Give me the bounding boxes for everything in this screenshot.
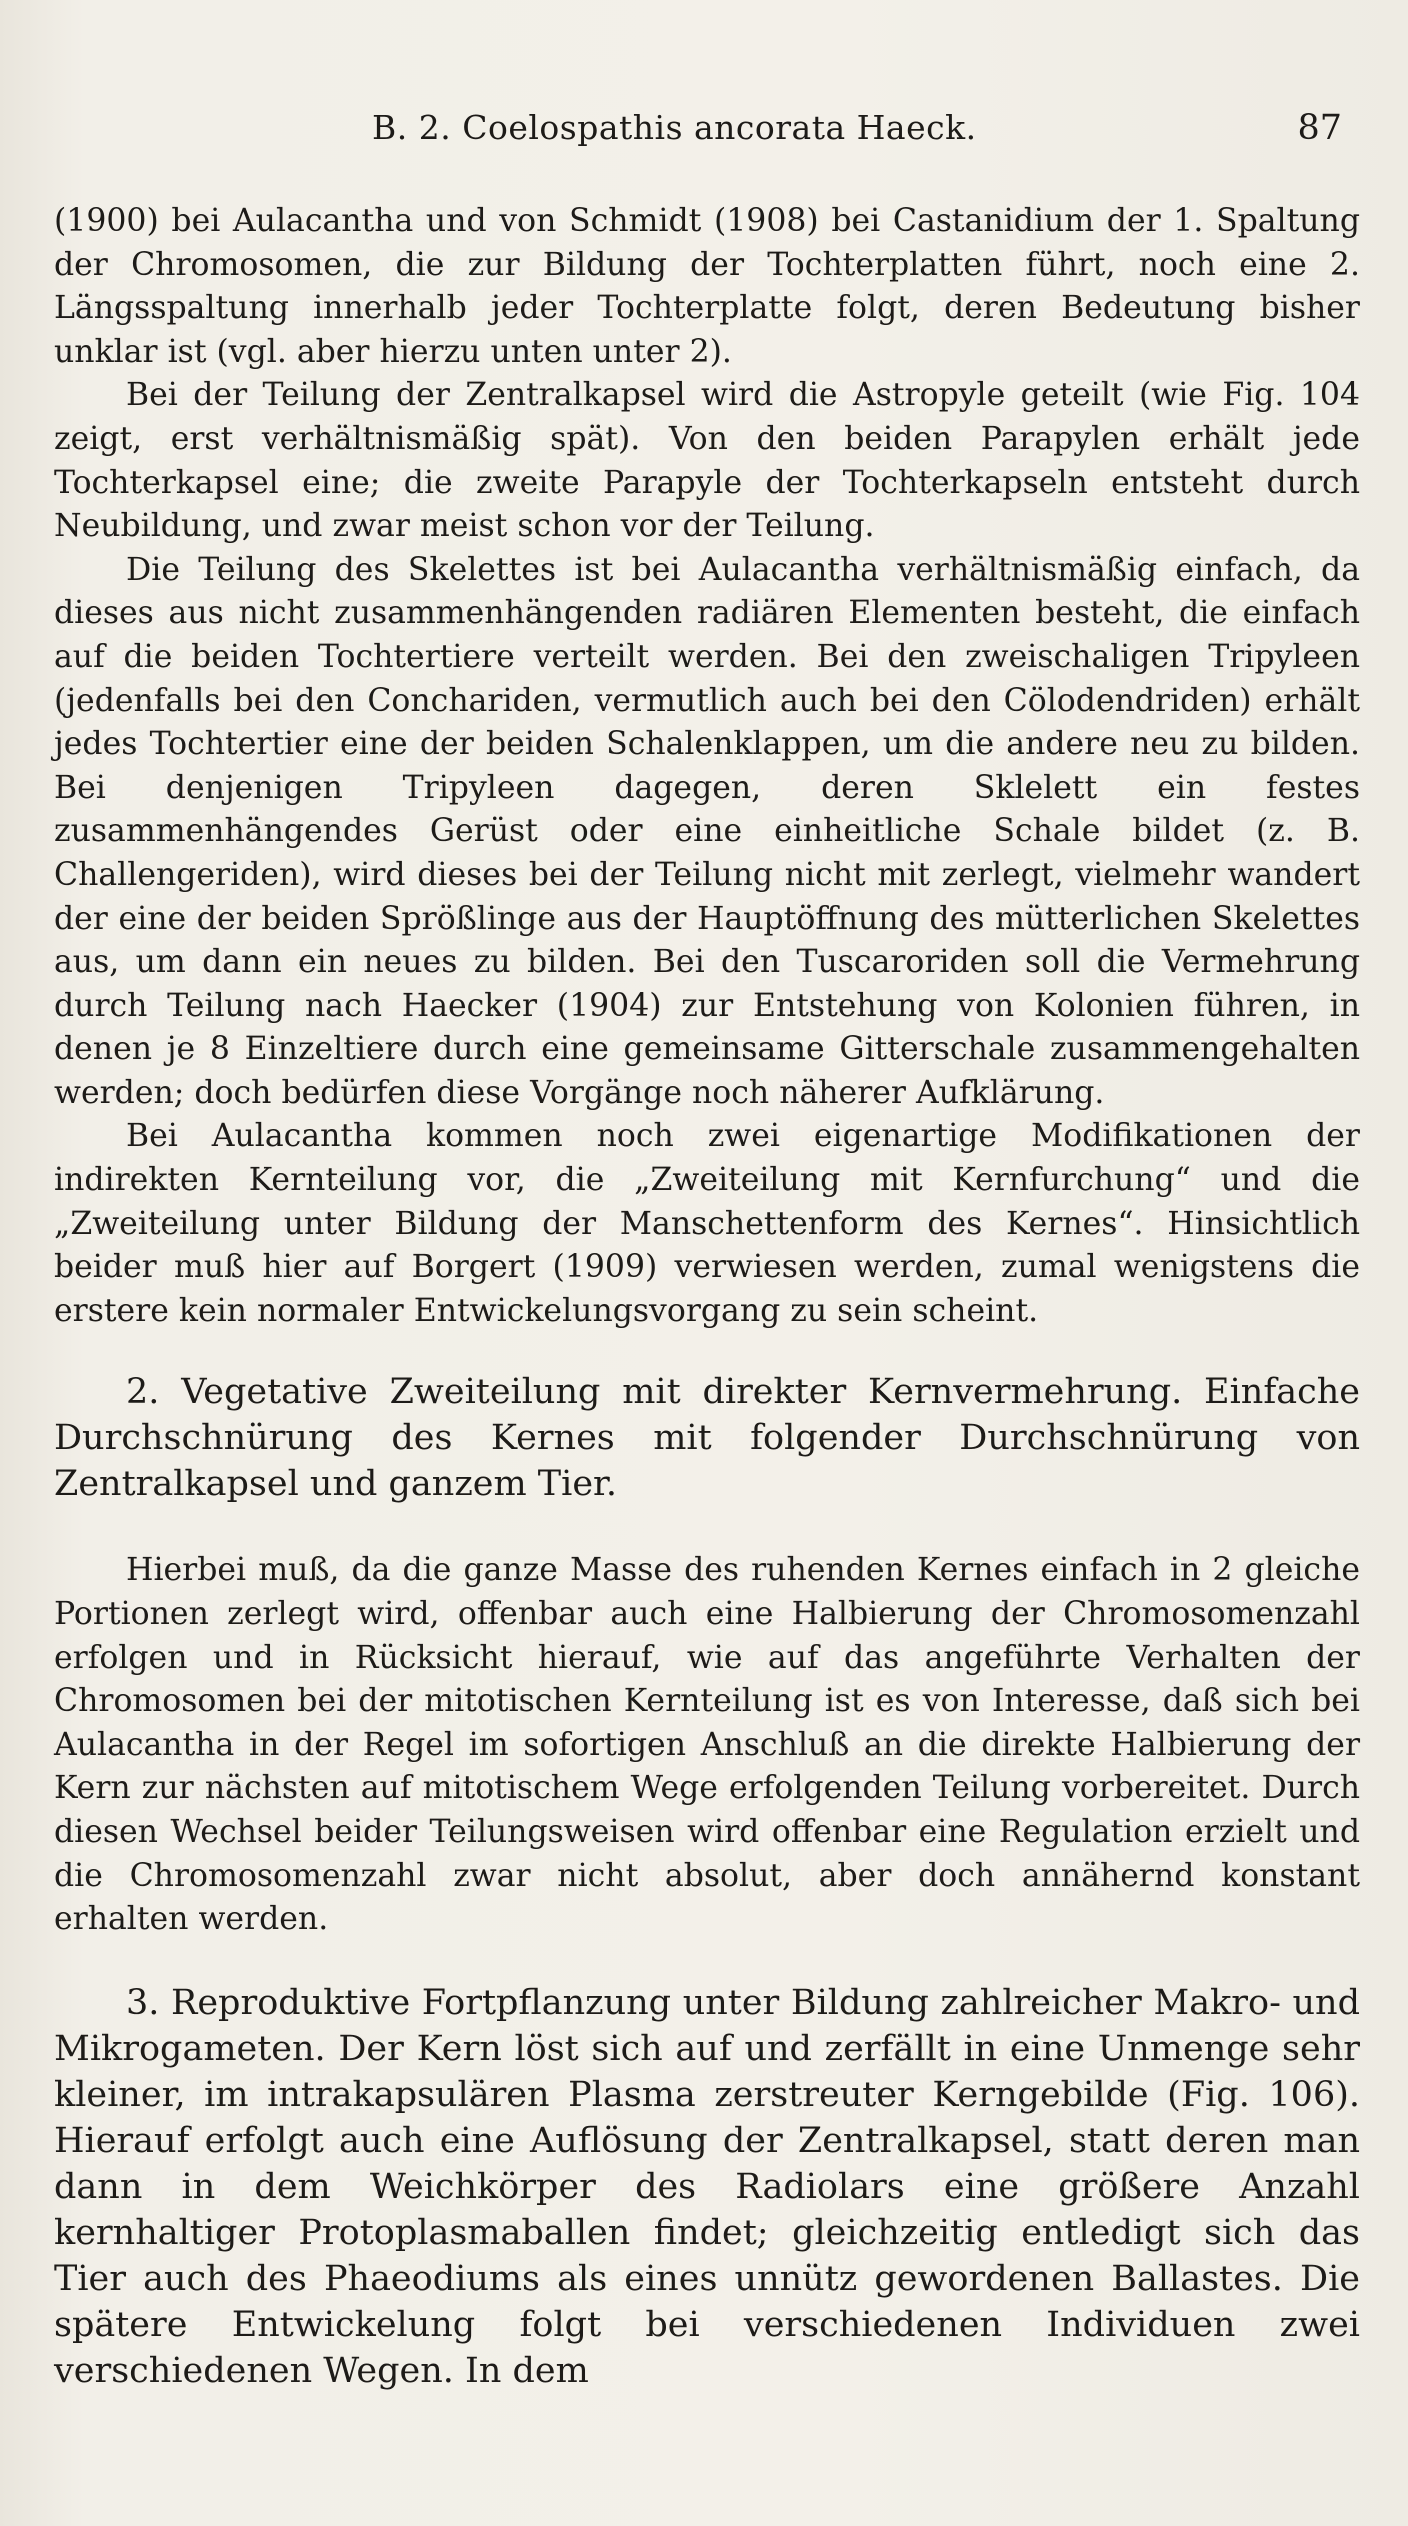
section-3-paragraph — [54, 1980, 1360, 2394]
paragraph-4: Bei Aulacantha kommen noch zwei eigenartige Modifikationen der indirekten Kernteilung vor, die „Zweiteilung mit Kernfurchung“ und die „Zweiteilung unter Bildung der Manschettenform des Kernes“. Hinsichtlich beider muß hier auf Borgert (1909) verwiesen werden, zumal wenigstens die erstere kein normaler Entwickelungsvorgang zu sein scheint. — [54, 1118, 1360, 1329]
page-body — [54, 200, 1360, 2394]
page-number: 87 — [1297, 108, 1342, 148]
paragraph-1: (1900) bei Aulacantha und von Schmidt (1908) bei Castanidium der 1. Spaltung der Chromosomen, die zur Bildung der Tochterplatten führt, noch eine 2. Längsspaltung innerhalb jeder Tochterplatte folgt, deren Bedeutung bisher unklar ist (vgl. aber hierzu unten unter 2). — [54, 203, 1360, 370]
paragraph-3: Die Teilung des Skelettes ist bei Aulacantha verhältnismäßig einfach, da dieses aus nicht zusammenhängenden radiären Elementen besteht, die einfach auf die beiden Tochtertiere verteilt werden. Bei den zweischaligen Tripyleen (jedenfalls bei den Conchariden, vermutlich auch bei den Cölodendriden) erhält jedes Tochtertier eine der beiden Schalenklappen, um die andere neu zu bilden. Bei denjenigen Tripyleen dagegen, deren Sklelett ein festes zusammenhängendes Gerüst oder eine einheitliche Schale bildet (z. B. Challengeriden), wird dieses bei der Teilung nicht mit zerlegt, vielmehr wandert der eine der beiden Sprößlinge aus der Hauptöffnung des mütterlichen Skelettes aus, um dann ein neues zu bilden. Bei den Tuscaroriden soll die Vermehrung durch Teilung nach Haecker (1904) zur Entstehung von Kolonien führen, in denen je 8 Einzeltiere durch eine gemeinsame Gitterschale zusammengehalten werden; doch bedürfen diese Vorgänge noch näherer Aufklärung. — [54, 551, 1360, 1111]
section-3-text: Der Kern löst sich auf und zerfällt in eine Unmenge sehr kleiner, im intrakapsulären Plasma zerstreuter Kerngebilde (Fig. 106). Hierauf erfolgt auch eine Auflösung der Zentralkapsel, statt deren man dann in dem Weichkörper des Radiolars eine größere Anzahl kernhaltiger Protoplasmaballen findet; gleichzeitig entledigt sich das Tier auch des Phaeodiums als eines unnütz gewordenen Ballastes. Die spätere Entwickelung folgt bei verschiedenen Individuen zwei verschiedenen Wegen. In dem — [54, 2028, 1360, 2391]
section-2-text: Hierbei muß, da die ganze Masse des ruhenden Kernes einfach in 2 gleiche Portionen zerlegt wird, offenbar auch eine Halbierung der Chromosomenzahl erfolgen und in Rücksicht hierauf, wie auf das angeführte Verhalten der Chromosomen bei der mitotischen Kernteilung ist es von Interesse, daß sich bei Aulacantha in der Regel im sofortigen Anschluß an die direkte Halbierung der Kern zur nächsten auf mitotischem Wege erfolgenden Teilung vorbereitet. Durch diesen Wechsel beider Teilungsweisen wird offenbar eine Regulation erzielt und die Chromosomenzahl zwar nicht absolut, aber doch annähernd konstant erhalten werden. — [54, 1552, 1360, 1938]
section-2-heading: 2. Vegetative Zweiteilung mit direkter Kernvermehrung. Einfache Durchschnürung des Kernes mit folgender Durchschnürung von Zentralkapsel und ganzem Tier. — [54, 1372, 1360, 1505]
running-head: B. 2. Coelospathis ancorata Haeck. — [372, 108, 977, 147]
page-header — [0, 108, 1408, 168]
section-3-heading: 3. Reproduktive Fortpflanzung unter Bildung zahlreicher Makro- und Mikrogameten. — [54, 1982, 1360, 2069]
paragraph-2: Bei der Teilung der Zentralkapsel wird die Astropyle geteilt (wie Fig. 104 zeigt, erst verhältnismäßig spät). Von den beiden Parapylen erhält jede Tochterkapsel eine; die zweite Parapyle der Tochterkapseln entsteht durch Neubildung, und zwar meist schon vor der Teilung. — [54, 377, 1360, 545]
